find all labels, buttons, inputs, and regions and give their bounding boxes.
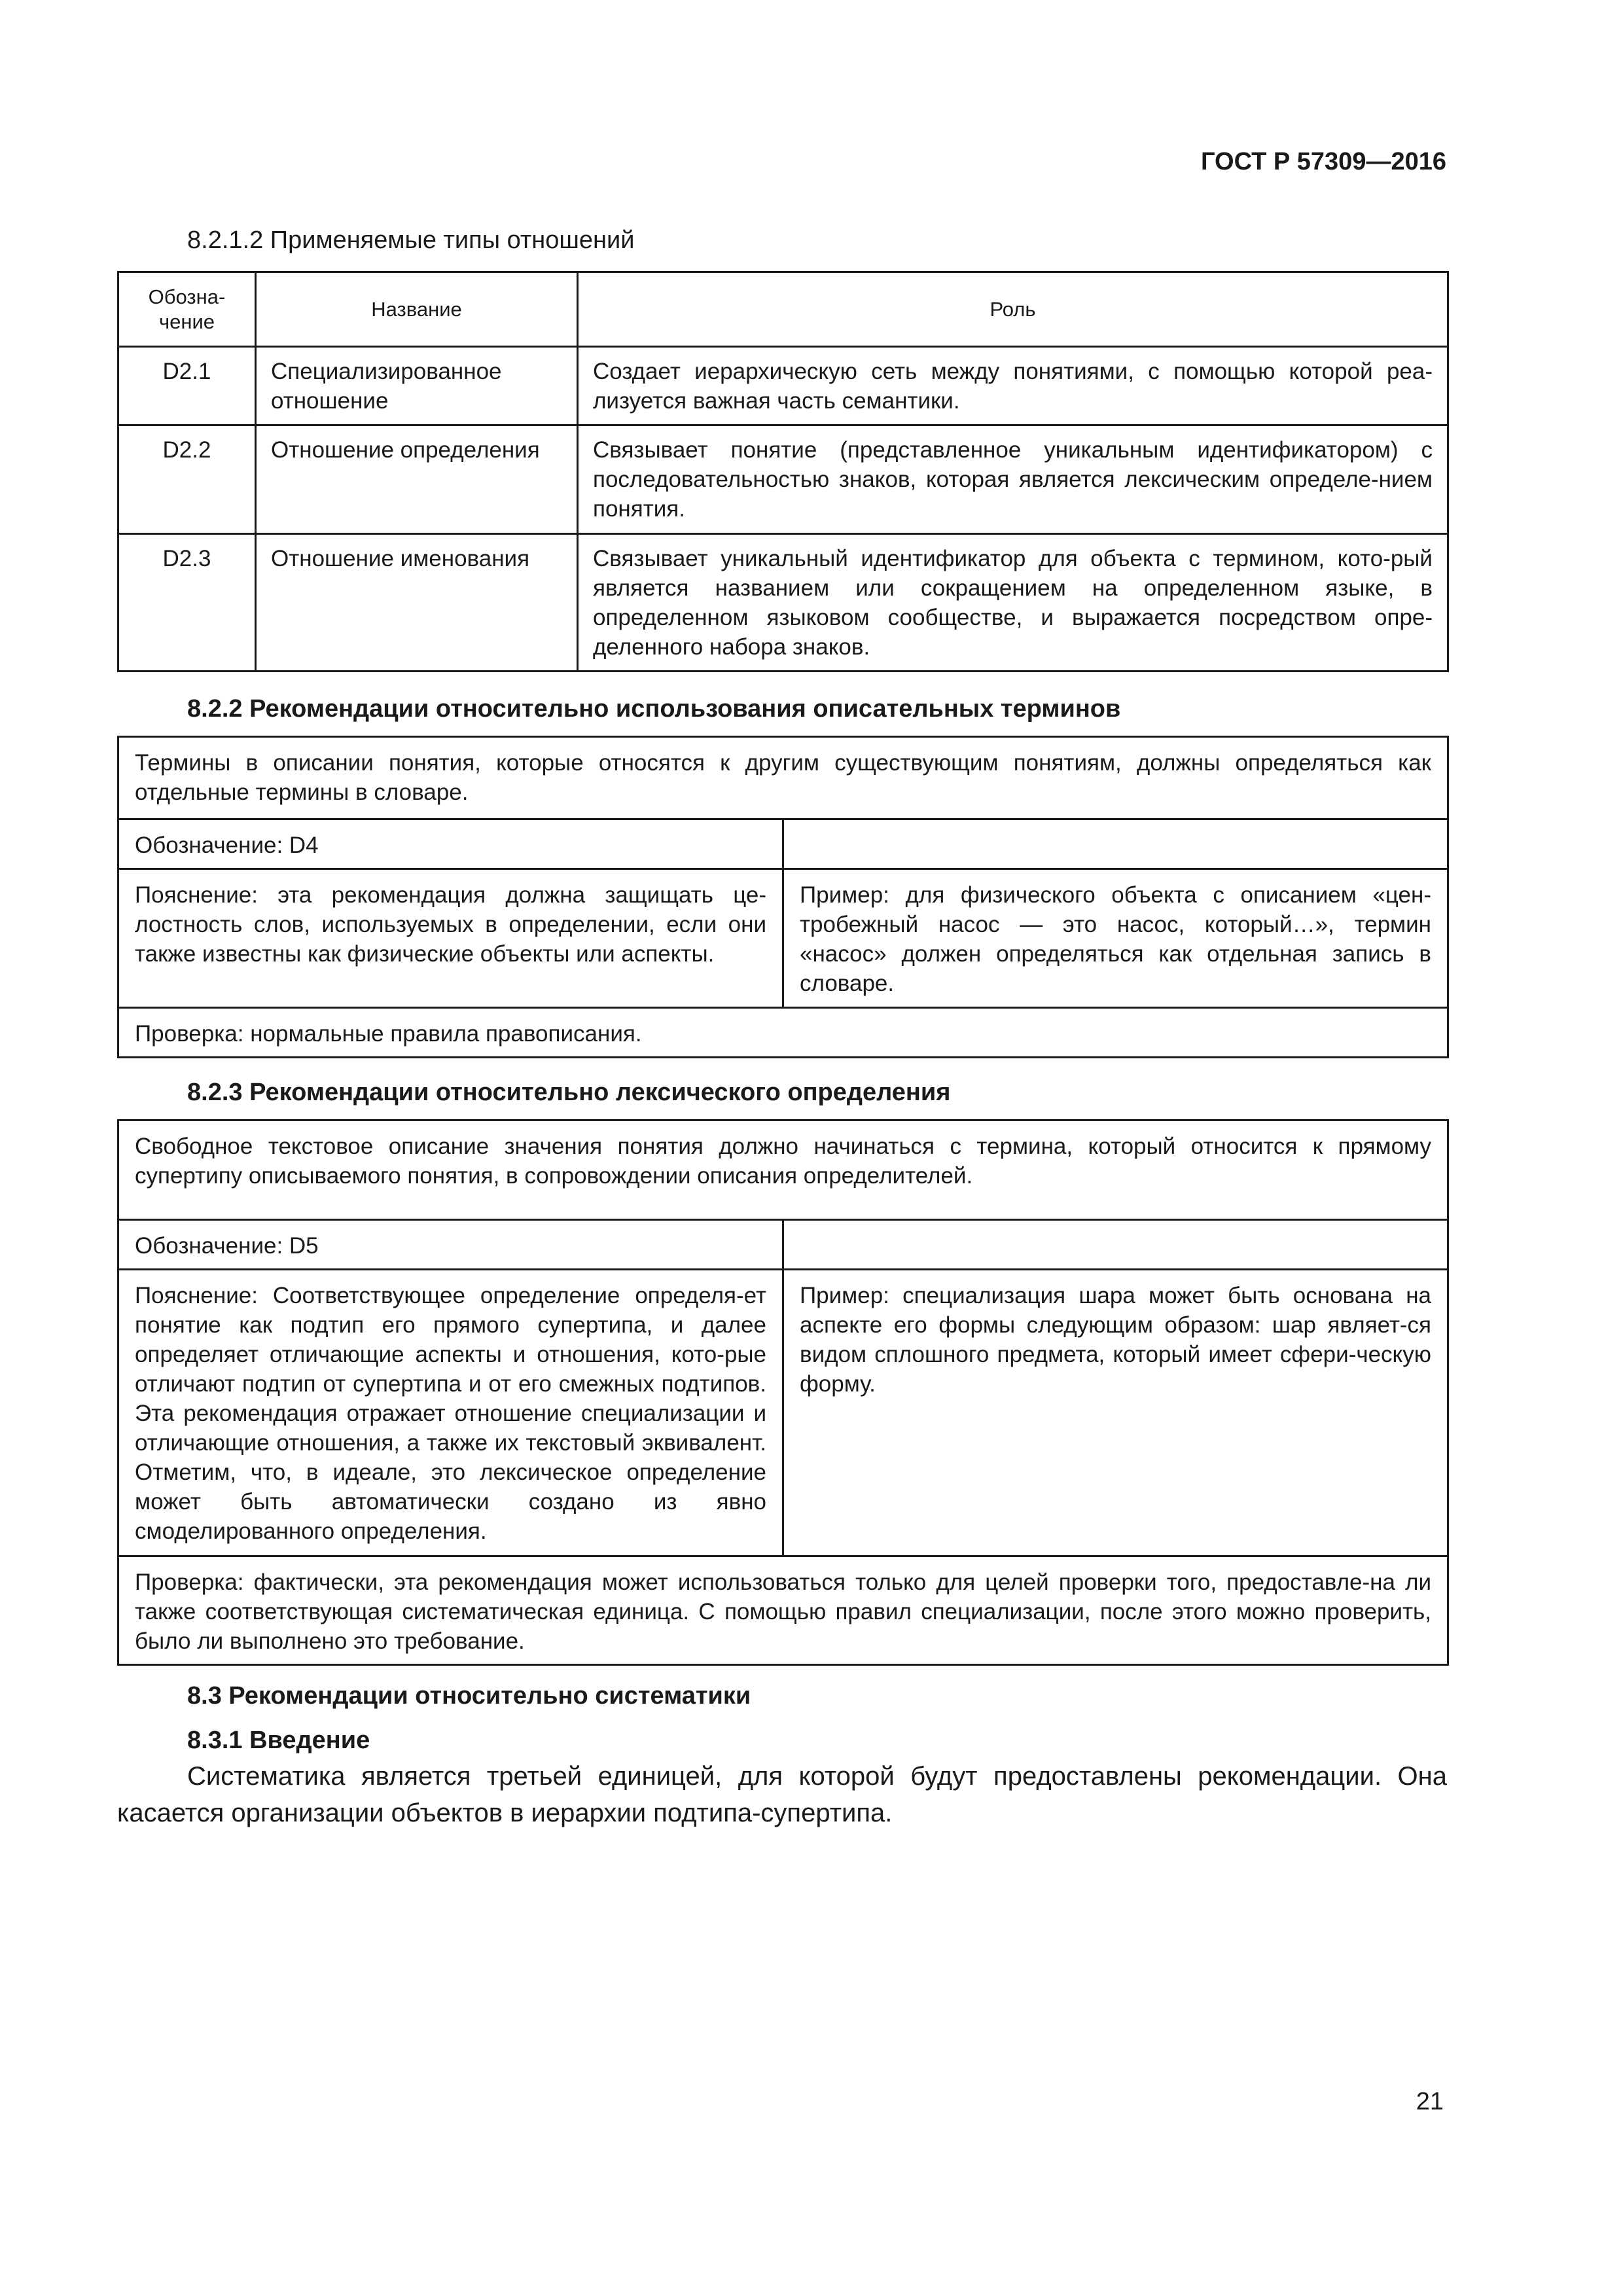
section-8-2-2-title: 8.2.2 Рекомендации относительно использования описательных терминов bbox=[187, 695, 1121, 723]
example-cell: Пример: специализация шара может быть основана на аспекте его формы следующим образом: шар являет-ся видом сплошного предмета, который имеет сфери-ческую форму. bbox=[783, 1270, 1448, 1556]
column-header-name: Название bbox=[256, 272, 578, 347]
document-number: ГОСТ Р 57309—2016 bbox=[1201, 148, 1446, 175]
cell-name: Отношение именования bbox=[256, 534, 578, 672]
empty-cell bbox=[783, 819, 1448, 869]
cell-code: D2.1 bbox=[118, 347, 256, 425]
example-cell: Пример: для физического объекта с описанием «цен-тробежный насос — это насос, который…», термин «насос» должен определяться как отдельная запись в словаре. bbox=[783, 869, 1448, 1008]
section-8-3-title: 8.3 Рекомендации относительно систематики bbox=[187, 1682, 751, 1710]
column-header-code: Обозна- чение bbox=[118, 272, 256, 347]
section-8-3-1-paragraph: Систематика является третьей единицей, для которой будут предоставлены рекомендации. Она касается организации объектов в иерархии подтипа-супертипа. bbox=[117, 1762, 1447, 1827]
cell-name: Отношение определения bbox=[256, 425, 578, 534]
designation-cell: Обозначение: D4 bbox=[118, 819, 783, 869]
check-cell: Проверка: фактически, эта рекомендация может использоваться только для целей проверки того, предоставле-на ли также соответствующая систематическая единица. С помощью правил специализации, после этого можно проверить, было ли выполнено это требование. bbox=[118, 1556, 1448, 1665]
section-8-3-1-title: 8.3.1 Введение bbox=[187, 1727, 370, 1754]
cell-code: D2.3 bbox=[118, 534, 256, 672]
cell-role: Связывает понятие (представленное уникальным идентификатором) с последовательностью знаков, которая является лексическим определе-нием понятия. bbox=[578, 425, 1448, 534]
cell-name: Специализированное отношение bbox=[256, 347, 578, 425]
check-cell: Проверка: нормальные правила правописания. bbox=[118, 1008, 1448, 1058]
page-number: 21 bbox=[1416, 2088, 1444, 2115]
table-row bbox=[118, 425, 1448, 534]
relation-types-table bbox=[117, 271, 1449, 672]
explanation-cell: Пояснение: Соответствующее определение определя-ет понятие как подтип его прямого супертипа, и далее определяет отличающие аспекты и отношения, кото-рые отличают подтип от супертипа и от его смежных подтипов. Эта рекомендация отражает отношение специализации и отличающие отношения, а также их текстовый эквивалент. Отметим, что, в идеале, это лексическое определение может быть автоматически создано из явно смоделированного определения. bbox=[118, 1270, 783, 1556]
table-row bbox=[118, 347, 1448, 425]
section-8-2-3-title: 8.2.3 Рекомендации относительно лексического определения bbox=[187, 1079, 951, 1106]
recommendation-statement: Термины в описании понятия, которые относятся к другим существующим понятиям, должны определяться как отдельные термины в словаре. bbox=[118, 737, 1448, 819]
section-8-2-1-2-title: 8.2.1.2 Применяемые типы отношений bbox=[187, 226, 635, 254]
explanation-cell: Пояснение: эта рекомендация должна защищать це-лостность слов, используемых в определении, если они также известны как физические объекты или аспекты. bbox=[118, 869, 783, 1008]
designation-cell: Обозначение: D5 bbox=[118, 1220, 783, 1270]
table-row bbox=[118, 534, 1448, 672]
table-header-row bbox=[118, 272, 1448, 347]
cell-role: Связывает уникальный идентификатор для объекта с термином, кото-рый является названием или сокращением на определенном языке, в определенном языковом сообществе, и выражается посредством опре-деленного набора знаков. bbox=[578, 534, 1448, 672]
empty-cell bbox=[783, 1220, 1448, 1270]
cell-role: Создает иерархическую сеть между понятиями, с помощью которой реа-лизуется важная часть семантики. bbox=[578, 347, 1448, 425]
cell-code: D2.2 bbox=[118, 425, 256, 534]
recommendation-d5-table bbox=[117, 1119, 1449, 1666]
column-header-role: Роль bbox=[578, 272, 1448, 347]
recommendation-d4-table bbox=[117, 736, 1449, 1058]
recommendation-statement: Свободное текстовое описание значения понятия должно начинаться с термина, который относится к прямому супертипу описываемого понятия, в сопровождении описания определителей. bbox=[118, 1121, 1448, 1220]
